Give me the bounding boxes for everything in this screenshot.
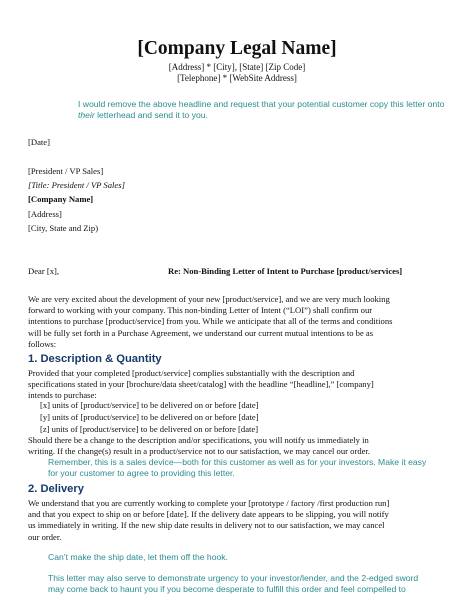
sales-device-note: [48, 457, 458, 479]
section-2-line: and that you expect to ship on or before [date]. If the delivery date appears to be slipping, you will notify: [28, 509, 389, 520]
recipient-address: [Address]: [28, 209, 62, 219]
intro-line: follows:: [28, 338, 57, 349]
section-2-line: us immediately in writing. If the new ship date results in delivery not to our satisfaction, we may cancel: [28, 520, 385, 531]
section-1-line: specifications stated in your [brochure/data sheet/catalog] with the headline “[headline],” [company]: [28, 379, 374, 390]
headline-note: [78, 99, 458, 121]
subject-line: Re: Non-Binding Letter of Intent to Purchase [product/services]: [168, 266, 403, 276]
urgency-note: [48, 573, 458, 595]
letter-date: [Date]: [28, 137, 50, 147]
quantity-item: [z] units of [product/service] to be delivered on or before [date]: [40, 424, 259, 434]
company-address-line: [Address] * [City], [State] [Zip Code]: [168, 62, 306, 72]
company-contact-line: [Telephone] * [WebSite Address]: [177, 73, 297, 83]
salutation: Dear [x],: [28, 266, 60, 276]
headline-note-line-2: [78, 110, 458, 121]
section-1-after-line: Should there be a change to the description and/or specifications, you will notify us immediately in: [28, 435, 369, 445]
headline-note-line-1: I would remove the above headline and request that your potential customer copy this letter onto: [78, 99, 445, 109]
section-1-body: [28, 368, 448, 402]
section-2-heading: 2. Delivery: [28, 483, 84, 495]
intro-line: intentions to purchase [product/service] from you. While we anticipate that all of the terms and conditions: [28, 316, 393, 327]
urgency-line: This letter may also serve to demonstrate urgency to your investor/lender, and the 2-edged sword: [48, 573, 419, 583]
sales-device-line: for your customer to agree to providing this letter.: [48, 468, 235, 478]
company-name-heading: [Company Legal Name]: [137, 38, 337, 59]
quantity-item: [x] units of [product/service] to be delivered on or before [date]: [40, 400, 259, 410]
recipient-title: [President / VP Sales]: [28, 166, 104, 176]
section-2-body: [28, 498, 448, 543]
section-2-line: We understand that you are currently working to complete your [prototype / factory /first production run]: [28, 498, 390, 508]
urgency-line: may come back to haunt you if you become desperate to fulfill this order and feel compelled to: [48, 584, 406, 594]
intro-line: forward to working with your company. This non-binding Letter of Intent (“LOI”) shall confirm our: [28, 305, 373, 316]
headline-note-their: their: [78, 110, 95, 120]
intro-line: We are very excited about the development of your new [product/service], and we are very much looking: [28, 294, 390, 304]
headline-note-rest: letterhead and send it to you.: [94, 110, 208, 120]
section-1-heading: 1. Description & Quantity: [28, 353, 162, 365]
recipient-title-alt: [Title: President / VP Sales]: [28, 180, 125, 190]
ship-date-note: Can’t make the ship date, let them off the hook.: [48, 552, 228, 562]
section-1-after-line: writing. If the change(s) result in a product/service not to our satisfaction, we may cancel our order.: [28, 446, 370, 457]
recipient-company: [Company Name]: [28, 194, 94, 204]
section-2-line: our order.: [28, 531, 62, 542]
intro-line: will be fully set forth in a Purchase Agreement, we understand our current mutual intentions to be as: [28, 327, 374, 338]
section-1-line: intends to purchase:: [28, 390, 97, 401]
recipient-city: [City, State and Zip): [28, 223, 99, 233]
quantity-item: [y] units of [product/service] to be delivered on or before [date]: [40, 412, 259, 422]
section-1-line: Provided that your completed [product/service] complies substantially with the description and: [28, 368, 355, 378]
intro-paragraph: [28, 294, 448, 350]
section-1-after: [28, 435, 448, 457]
sales-device-line: Remember, this is a sales device—both for this customer as well as for your investors. Make it easy: [48, 457, 427, 467]
